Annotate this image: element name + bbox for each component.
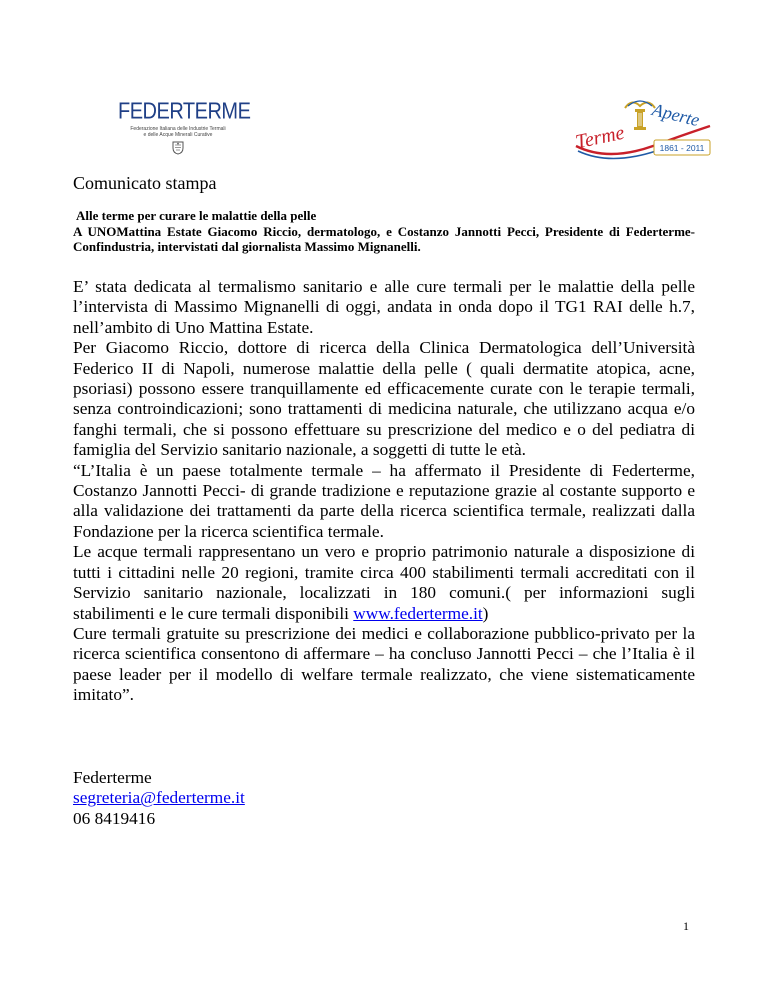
paragraph: Per Giacomo Riccio, dottore di ricerca della Clinica Dermatologica dell’Università Federico II di Napoli, numerose malattie della pelle ( quali dermatite atopica, acne, psoriasi) possono essere tranquillamente ed efficacemente curate con le terapie termali, senza controindicazioni; sono trattamenti di medicina naturale, che utilizzano acqua e/o fanghi termali, che si possono effettuare su prescrizione del medico e o del pediatra di famiglia del Servizio sanitario nazionale, a soggetti di tutte le età. <box>73 338 695 460</box>
paragraph-with-link: Le acque termali rappresentano un vero e proprio patrimonio naturale a disposizione di tutti i cittadini nelle 20 regioni, tramite circa 400 stabilimenti termali accreditati con il Servizio sanitario nazionale, localizzati in 180 comuni.( per informazioni sugli stabilimenti e le cure termali disponibili www.federterme.it) <box>73 542 695 623</box>
federterme-logo-text: FEDERTERME <box>118 98 251 125</box>
terme-aperte-years: 1861 - 2011 <box>659 143 705 153</box>
article-body <box>73 277 695 706</box>
contact-block <box>73 768 245 829</box>
contact-organization: Federterme <box>73 768 152 787</box>
paragraph: Cure termali gratuite su prescrizione dei medici e collaborazione pubblico-privato per la ricerca scientifica consentono di affermare – ha concluso Jannotti Pecci – che l’Italia è il paese leader per il modello di welfare termale realizzato, che viene sistematicamente imitato”. <box>73 623 695 705</box>
terme-aperte-word2: Aperte <box>650 99 702 131</box>
federterme-logo-subtitle: Federazione Italiana delle Industrie Termali e delle Acque Minerali Curative <box>130 126 226 138</box>
terme-aperte-logo <box>568 96 718 172</box>
federterme-website-link[interactable]: www.federterme.it <box>353 603 483 623</box>
paragraph: “L’Italia è un paese totalmente termale – ha affermato il Presidente di Federterme, Costanzo Jannotti Pecci- di grande tradizione e reputazione grazie al costante supporto e alla validazione dei trattamenti da parte della ricerca scientifica termale, realizzati dalla Fondazione per la ricerca scientifica termale. <box>73 460 695 541</box>
page-title: Comunicato stampa <box>73 173 217 193</box>
federterme-logo <box>118 98 251 164</box>
terme-aperte-word1: Terme <box>573 121 627 154</box>
contact-phone: 06 8419416 <box>73 808 156 828</box>
paragraph: E’ stata dedicata al termalismo sanitario e alle cure termali per le malattie della pelle l’intervista di Massimo Mignanelli di oggi, andata in onda dopo il TG1 RAI delle h.7, nell’ambito di Uno Mattina Estate. <box>73 277 695 337</box>
subtitle-text: A UNOMattina Estate Giacomo Riccio, dermatologo, e Costanzo Jannotti Pecci, Presidente di Federterme-Confindustria, intervistati dal giornalista Massimo Mignanelli. <box>73 223 695 254</box>
subtitle-line: Alle terme per curare le malattie della pelle <box>76 208 317 223</box>
contact-email-link[interactable]: segreteria@federterme.it <box>73 788 245 808</box>
crest-icon <box>172 141 184 155</box>
article-subtitle <box>73 208 695 255</box>
page-number: 1 <box>683 919 689 933</box>
